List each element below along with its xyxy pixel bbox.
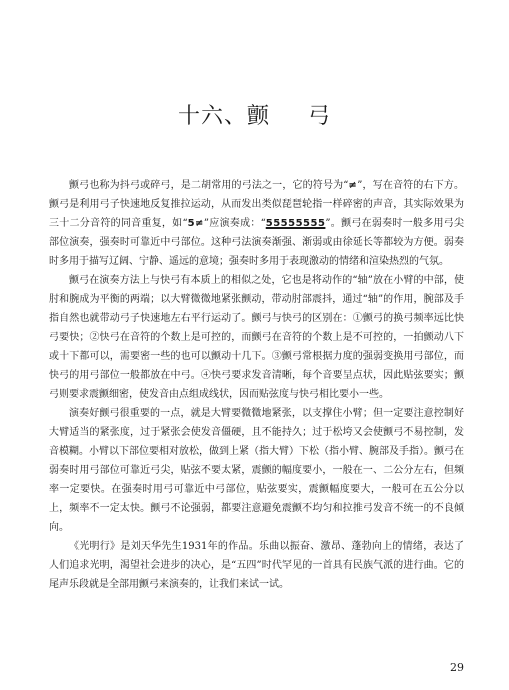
chapter-title-char-1: 颤 bbox=[246, 104, 270, 129]
page-number: 29 bbox=[450, 661, 464, 674]
paragraph-1-text-a: 颤弓也称为抖弓或碎弓，是二胡常用的弓法之一，它的符号为“ bbox=[69, 180, 349, 191]
chapter-title bbox=[0, 103, 509, 131]
tremolo-symbol: ≠ bbox=[348, 180, 358, 191]
paragraph-4: 《光明行》是刘天华先生1931年的作品。乐曲以振奋、激昂、蓬勃向上的情绪，表达了人们追求光明，渴望社会进步的决心，是“五四”时代罕见的一首具有民族气派的进行曲。它的尾声乐段就是全部用颤弓来演奏的，让我们来试一试。 bbox=[49, 541, 464, 590]
paragraph-3: 演奏好颤弓很重要的一点，就是大臂要微微地紧张，以支撑住小臂；但一定要注意控制好大臂适当的紧张度，过于紧张会使发音僵硬，且不能持久；过于松垮又会使颤弓不易控制，发音模糊。小臂以下部位要相对放松，做到上紧（指大臂）下松（指小臂、腕部及手指）。颤弓在弱奏时用弓部位可靠近弓尖，贴弦不要太紧，震颤的幅度要小，一般在一、二公分左右，但频率一定要快。在强奏时用弓可靠近中弓部位，贴弦要实，震颤幅度要大，一般可在五公分以上，频率不一定太快。颤弓不论强弱，都要注意避免震颤不均匀和拉推弓发音不统一的不良倾向。 bbox=[49, 408, 464, 533]
chapter-number: 十六、 bbox=[177, 104, 247, 129]
notation-example-played: 55555555 bbox=[265, 218, 326, 229]
paragraph-1-text-c: ”应演奏成：“ bbox=[203, 218, 266, 229]
paragraph-1-text-b: ”，写在音符的右下方。颤弓是利用弓子快速地反复推拉运动，从而发出类似琵琶轮指一样碎密的声音，其实际效果为三十二分音符的同音重复，如“ bbox=[49, 180, 464, 229]
paragraph-1-text-d: ”。颤弓在弱奏时一般多用弓尖部位演奏，强奏时可靠近中弓部位。这种弓法演奏渐强、渐弱或由徐延长等都较为方便。弱奏时多用于描写辽阔、宁静、遥远的意境；强奏时多用于表现激动的情绪和渲染热烈的气氛。 bbox=[49, 218, 464, 267]
paragraph-1 bbox=[49, 176, 464, 271]
notation-example-written: 5≠ bbox=[187, 218, 204, 229]
paragraph-2: 颤弓在演奏方法上与快弓有本质上的相似之处，它也是将动作的“轴”放在小臂的中部，使肘和腕成为平衡的两端；以大臂微微地紧张颤动，带动肘部震抖，通过“轴”的作用，腕部及手指自然也就带动弓子快速地左右平行运动了。颤弓与快弓的区别在：①颤弓的换弓频率远比快弓要快；②快弓在音符的个数上是可控的，而颤弓在音符的个数上是不可控的，一拍颤动八下或十下都可以，需要密一些的也可以颤动十几下。③颤弓常根据力度的强弱变换用弓部位，而快弓的用弓部位一般都放在中弓。④快弓要求发音清晰，每个音要呈点状，因此贴弦要实；颤弓则要求震颤细密，使发音由点组成线状，因而贴弦度与快弓相比要小一些。 bbox=[49, 275, 464, 400]
chapter-title-char-2: 弓 bbox=[308, 104, 332, 129]
body-text bbox=[49, 176, 464, 594]
